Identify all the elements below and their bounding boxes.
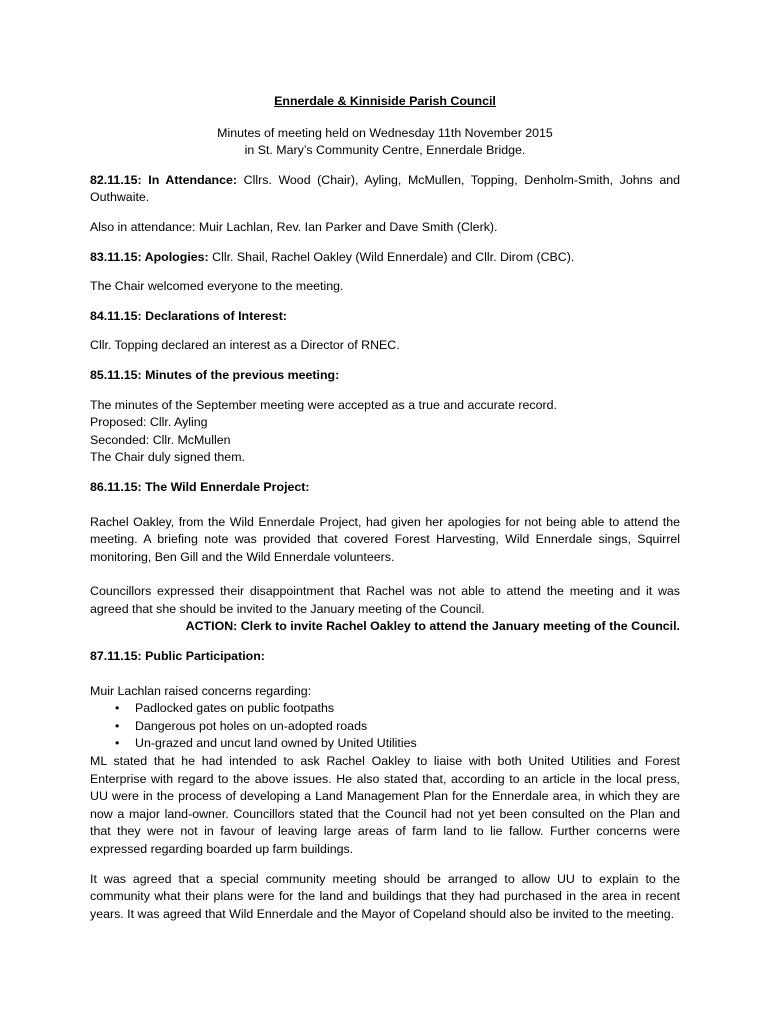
list-item: • Padlocked gates on public footpaths <box>135 700 680 718</box>
concerns-list <box>90 700 680 753</box>
bullet-icon: • <box>115 701 120 716</box>
minutes-block <box>90 397 680 467</box>
bullet-icon: • <box>115 736 120 751</box>
minutes-signed: The Chair duly signed them. <box>90 450 245 465</box>
apologies-paragraph <box>90 249 680 267</box>
list-item: • Dangerous pot holes on un-adopted roads <box>135 718 680 736</box>
attendance-text: Cllrs. Wood (Chair), Ayling, McMullen, Topping, Denholm-Smith, Johns and Outhwaite. <box>90 172 681 205</box>
meeting-info <box>90 125 680 160</box>
apologies-text: Cllr. Shail, Rachel Oakley (Wild Ennerdale) and Cllr. Dirom (CBC). <box>208 249 575 264</box>
public-intro: Muir Lachlan raised concerns regarding: <box>90 683 312 698</box>
welcome-paragraph: The Chair welcomed everyone to the meeting. <box>90 279 344 294</box>
public-participation-heading: 87.11.15: Public Participation: <box>90 649 265 664</box>
minutes-seconded: Seconded: Cllr. McMullen <box>90 432 231 447</box>
wild-ennerdale-para1: Rachel Oakley, from the Wild Ennerdale Project, had given her apologies for not being able to attend the meeting. A briefing note was provided that covered Forest Harvesting, Wild Ennerdale sings, Squirrel monitoring, Ben Gill and the Wild Ennerdale volunteers. <box>90 514 680 564</box>
attendance-heading: 82.11.15: In Attendance: <box>90 172 238 187</box>
apologies-heading: 83.11.15: Apologies: <box>90 249 209 264</box>
also-in-attendance: Also in attendance: Muir Lachlan, Rev. Ian Parker and Dave Smith (Clerk). <box>90 219 498 234</box>
minutes-line: The minutes of the September meeting were accepted as a true and accurate record. <box>90 397 557 412</box>
declarations-heading: 84.11.15: Declarations of Interest: <box>90 308 287 323</box>
wild-ennerdale-para2: Councillors expressed their disappointment that Rachel was not able to attend the meeting and it was agreed that she should be invited to the January meeting of the Council. <box>90 584 680 616</box>
minutes-heading: 85.11.15: Minutes of the previous meeting: <box>90 367 340 382</box>
bullet-icon: • <box>115 718 120 733</box>
document-title: Ennerdale & Kinniside Parish Council <box>274 94 496 108</box>
wild-ennerdale-heading: 86.11.15: The Wild Ennerdale Project: <box>90 479 310 494</box>
attendance-paragraph <box>90 172 680 207</box>
action-item: ACTION: Clerk to invite Rachel Oakley to attend the January meeting of the Council. <box>185 619 680 634</box>
public-participation-para1: ML stated that he had intended to ask Rachel Oakley to liaise with both United Utilities and Forest Enterprise with regard to the above issues. He also stated that, according to an article in the local press, UU were in the process of developing a Land Management Plan for the Ennerdale area, in which they are now a major land-owner. Councillors stated that the Council had not yet been consulted on the Plan and that they were not in favour of leaving large areas of farm land to lie fallow. Further concerns were expressed regarding boarded up farm buildings. <box>90 754 680 856</box>
meeting-venue-line: in St. Mary’s Community Centre, Ennerdale Bridge. <box>244 143 526 158</box>
declarations-text: Cllr. Topping declared an interest as a Director of RNEC. <box>90 338 400 353</box>
public-participation-para2: It was agreed that a special community meeting should be arranged to allow UU to explain to the community what their plans were for the land and buildings that they had purchased in the area in recent years. It was agreed that Wild Ennerdale and the Mayor of Copeland should also be invited to the meeting. <box>90 871 680 921</box>
minutes-proposed: Proposed: Cllr. Ayling <box>90 415 208 430</box>
meeting-date-line: Minutes of meeting held on Wednesday 11th November 2015 <box>217 125 553 140</box>
list-item: • Un-grazed and uncut land owned by United Utilities <box>135 735 680 753</box>
